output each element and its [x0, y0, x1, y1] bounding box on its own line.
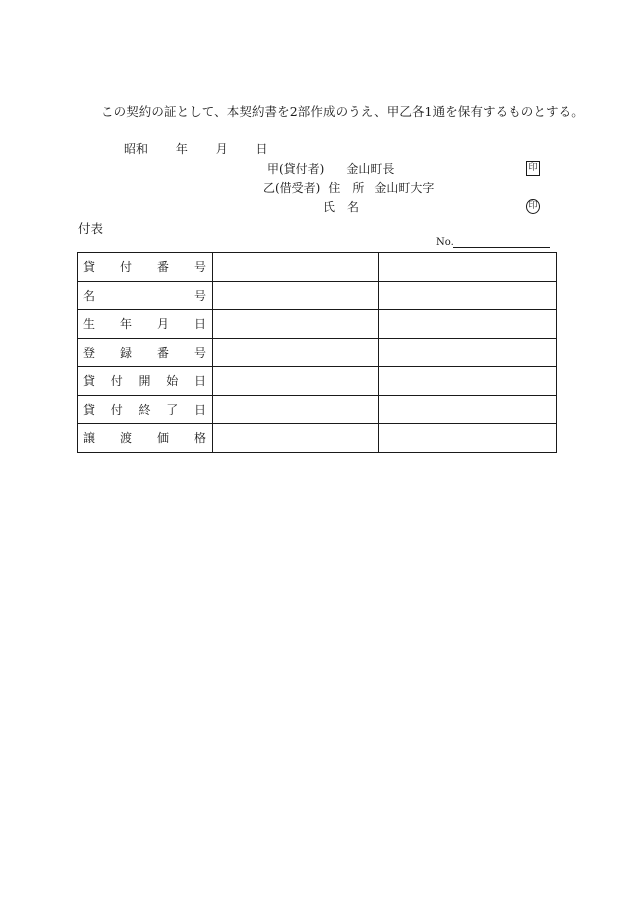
- row-label-char: 日: [193, 374, 206, 389]
- row-label: [78, 315, 212, 332]
- row-label-char: 号: [193, 260, 206, 275]
- table-row: [78, 395, 557, 424]
- date-month: 月: [215, 142, 228, 156]
- row-label: [78, 372, 212, 389]
- appendix-title: 付表: [78, 221, 104, 236]
- table-row: [78, 338, 557, 367]
- square-seal-icon: 印: [526, 161, 540, 176]
- number-label: No.: [436, 237, 454, 248]
- row-label-char: 録: [119, 345, 132, 360]
- row-label-char: 貸: [83, 260, 96, 275]
- number-underline: [453, 247, 550, 248]
- value-cell[interactable]: [213, 281, 379, 310]
- row-label-cell: [78, 253, 213, 282]
- party-b-address: 金山町大字: [374, 181, 435, 195]
- date-line: [124, 140, 268, 157]
- row-label-cell: [78, 281, 213, 310]
- row-label-cell: [78, 338, 213, 367]
- row-label-char: 格: [193, 431, 206, 446]
- row-label: [78, 401, 212, 418]
- row-label: [78, 287, 212, 304]
- row-label-char: 貸: [83, 374, 96, 389]
- table-row: [78, 310, 557, 339]
- table-row: [78, 253, 557, 282]
- row-label-char: 番: [156, 260, 169, 275]
- row-label-cell: [78, 424, 213, 453]
- row-label-char: 号: [193, 288, 206, 303]
- table-row: [78, 281, 557, 310]
- row-label-char: 価: [156, 431, 169, 446]
- row-label-char: 貸: [83, 402, 96, 417]
- row-label: [78, 258, 212, 275]
- row-label-char: 始: [166, 374, 179, 389]
- value-cell[interactable]: [379, 253, 557, 282]
- value-cell[interactable]: [379, 338, 557, 367]
- party-a-name: 金山町長: [346, 162, 395, 176]
- row-label-char: 付: [110, 374, 123, 389]
- row-label-cell: [78, 395, 213, 424]
- row-label-cell: [78, 367, 213, 396]
- table-row: [78, 367, 557, 396]
- value-cell[interactable]: [379, 367, 557, 396]
- row-label: [78, 344, 212, 361]
- row-label-char: 番: [156, 345, 169, 360]
- party-b-name-line: [323, 198, 359, 215]
- value-cell[interactable]: [379, 281, 557, 310]
- value-cell[interactable]: [213, 338, 379, 367]
- row-label-char: 譲: [83, 431, 96, 446]
- appendix-table: [77, 252, 557, 453]
- row-label-char: 付: [110, 402, 123, 417]
- row-label-char: 生: [83, 317, 96, 332]
- row-label-cell: [78, 310, 213, 339]
- row-label-char: 名: [83, 288, 96, 303]
- row-label-char: 月: [156, 317, 169, 332]
- value-cell[interactable]: [379, 395, 557, 424]
- row-label-char: 登: [83, 345, 96, 360]
- date-year: 年: [175, 142, 188, 156]
- row-label-char: 了: [166, 402, 179, 417]
- value-cell[interactable]: [213, 395, 379, 424]
- row-label: [78, 429, 212, 446]
- row-label-char: 日: [193, 402, 206, 417]
- row-label-char: 終: [138, 402, 151, 417]
- value-cell[interactable]: [213, 367, 379, 396]
- row-label-char: 開: [138, 374, 151, 389]
- row-label-char: 付: [119, 260, 132, 275]
- row-label-char: 号: [193, 345, 206, 360]
- party-b-label: 乙(借受者): [263, 181, 321, 195]
- value-cell[interactable]: [379, 424, 557, 453]
- party-b-address-line: [263, 179, 434, 196]
- date-era: 昭和: [124, 142, 149, 156]
- value-cell[interactable]: [213, 310, 379, 339]
- party-a-line: [267, 160, 394, 177]
- party-b-address-label: 住 所: [328, 181, 365, 195]
- contract-statement: この契約の証として、本契約書を2部作成のうえ、甲乙各1通を保有するものとする。: [101, 104, 584, 119]
- row-label-char: 日: [193, 317, 206, 332]
- party-b-name-label: 氏 名: [323, 200, 360, 214]
- row-label-char: 年: [119, 317, 132, 332]
- round-seal-icon: 印: [526, 199, 540, 214]
- party-a-label: 甲(貸付者): [267, 162, 325, 176]
- row-label-char: 渡: [119, 431, 132, 446]
- date-day: 日: [255, 142, 268, 156]
- value-cell[interactable]: [213, 253, 379, 282]
- value-cell[interactable]: [213, 424, 379, 453]
- value-cell[interactable]: [379, 310, 557, 339]
- table-row: [78, 424, 557, 453]
